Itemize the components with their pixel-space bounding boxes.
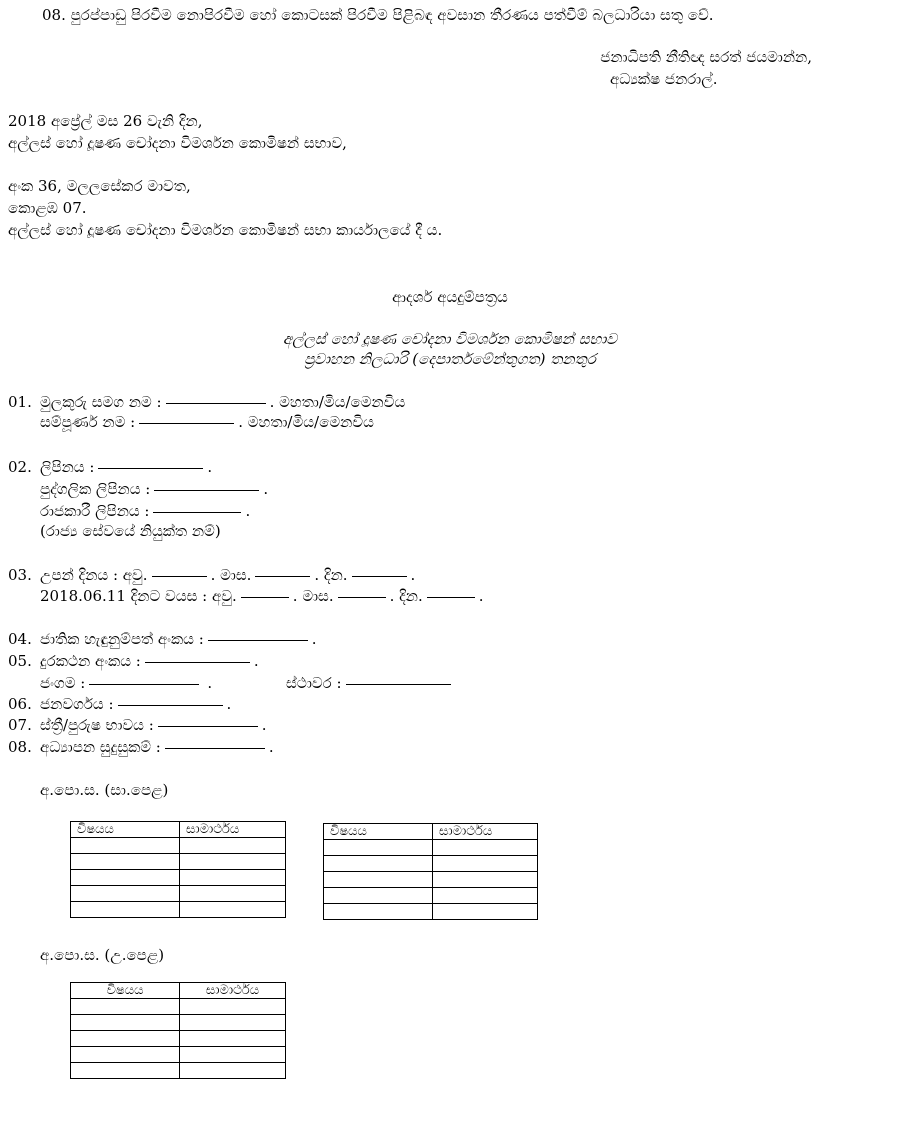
- table-row: [324, 888, 538, 904]
- age-row: 2018.06.11 දිනට වයස : අවු. . මාස. . දින. .: [40, 587, 484, 605]
- full-name-label: සම්පූර්ණ නම :: [40, 413, 136, 431]
- col-pass: සාමාර්ථය: [433, 824, 538, 840]
- ethnicity-row: ජනවර්ගය : .: [40, 695, 232, 713]
- age-months-blank[interactable]: [338, 596, 386, 598]
- personal-address-blank[interactable]: [154, 489, 259, 491]
- initials-name-label: මුලකුරු සමග නම :: [40, 393, 162, 411]
- address-label: ලිපිනය :: [40, 458, 95, 476]
- col-subject: විෂයය: [71, 983, 180, 999]
- age-days-blank[interactable]: [427, 596, 475, 598]
- signatory-name: ජනාධිපති නීතිඥ සරත් ජයමාන්න,: [600, 48, 812, 66]
- gender-label: ස්ත්‍රී/පුරුෂ භාවය :: [40, 716, 154, 734]
- ol-results-table-1: [70, 821, 286, 918]
- table-row: [71, 902, 286, 918]
- item-number-05: 05.: [8, 652, 32, 670]
- table-header-row: [71, 983, 286, 999]
- nic-row: ජාතික හැඳුනුම්පත් අංකය : .: [40, 630, 317, 648]
- item-number-06: 06.: [8, 695, 32, 713]
- office-line: අල්ලස් හෝ දූෂණ චෝදනා විමර්ශන කොමිෂන් සභාව,: [8, 134, 347, 152]
- official-address-blank[interactable]: [153, 511, 241, 513]
- al-section-label: අ.පො.ස. (උ.පෙළ): [40, 946, 165, 964]
- form-subtitle-1: අල්ලස් හෝ දූෂණ චෝදනා විමර්ශන කොමිෂන් සභාව: [282, 330, 618, 348]
- phone-blank[interactable]: [145, 661, 250, 663]
- date-line: 2018 අප්‍රේල් මස 26 වැනි දින,: [8, 112, 203, 130]
- ethnicity-blank[interactable]: [118, 704, 223, 706]
- clause-08: 08. පුරප්පාඩු පිරවීම නොපිරවීම හෝ කොටසක් පිරවීම පිළිබඳ අවසාන තීරණය පත්වීම් බලධාරියා සතු වේ.: [42, 6, 714, 24]
- ol-section-label: අ.පො.ස. (සා.පෙළ): [40, 781, 169, 799]
- table-row: [324, 904, 538, 920]
- fixed-phone-row: [286, 674, 455, 692]
- education-blank[interactable]: [165, 747, 265, 749]
- phone-row: දුරකථන අංකය : .: [40, 652, 259, 670]
- table-row: [71, 1063, 286, 1079]
- form-subtitle-2: ප්‍රවාහන නිලධාරි (දෙපාර්තමේන්තුගත) තනතුර: [304, 350, 596, 368]
- item-number-07: 07.: [8, 716, 32, 734]
- gov-service-note: (රාජ්‍ය සේවයේ නියුක්ත නම්): [40, 522, 221, 540]
- table-row: [71, 870, 286, 886]
- title-options-1: . මහතා/මිය/මෙනවිය: [269, 393, 406, 411]
- table-row: [71, 1031, 286, 1047]
- gender-row: ස්ත්‍රී/පුරුෂ භාවය : .: [40, 716, 267, 734]
- mobile-row: ජංගම : .: [40, 674, 213, 692]
- table-row: [324, 872, 538, 888]
- table-row: [71, 1047, 286, 1063]
- col-pass: සාමාර්ථය: [180, 983, 286, 999]
- dob-days-blank[interactable]: [352, 575, 407, 577]
- official-address-label: රාජකාරී ලිපිනය :: [40, 502, 150, 520]
- col-subject: විෂයය: [324, 824, 433, 840]
- full-name-blank[interactable]: [139, 422, 234, 424]
- item-number-08: 08.: [8, 738, 32, 756]
- item-number-03: 03.: [8, 566, 32, 584]
- dob-months-blank[interactable]: [255, 575, 310, 577]
- table-row: [324, 840, 538, 856]
- table-row: [324, 856, 538, 872]
- table-row: [71, 854, 286, 870]
- official-address-row: රාජකාරී ලිපිනය : .: [40, 502, 251, 520]
- item-number-04: 04.: [8, 630, 32, 648]
- location-line: අල්ලස් හෝ දූෂණ චෝදනා විමර්ශන කොමිෂන් සභා කාර්යාලයේ දී ය.: [8, 221, 443, 239]
- col-pass: සාමාර්ථය: [180, 822, 286, 838]
- dob-label: උපන් දිනය : අවු.: [40, 566, 148, 584]
- initials-name-blank[interactable]: [166, 402, 266, 404]
- phone-label: දුරකථන අංකය :: [40, 652, 141, 670]
- title-options-2: . මහතා/මිය/මෙනවිය: [238, 413, 374, 431]
- address-row: ලිපිනය : .: [40, 458, 213, 476]
- age-years-blank[interactable]: [241, 596, 289, 598]
- form-title: ආදර්ශ අයදුම්පත්‍රය: [392, 288, 508, 306]
- fixed-phone-blank[interactable]: [346, 683, 451, 685]
- street-line: අංක 36, මලලසේකර මාවත,: [8, 177, 191, 195]
- nic-blank[interactable]: [208, 639, 308, 641]
- dob-row: උපන් දිනය : අවු. . මාස. . දින. .: [40, 566, 416, 584]
- mobile-label: ජංගම :: [40, 674, 86, 692]
- city-line: කොළඹ 07.: [8, 199, 87, 217]
- fixed-phone-label: ස්ථාවර :: [286, 674, 342, 692]
- initials-name-row: [40, 393, 405, 411]
- al-results-table: [70, 982, 286, 1079]
- dob-years-blank[interactable]: [152, 575, 207, 577]
- ol-results-table-2: [323, 823, 538, 920]
- age-label: 2018.06.11 දිනට වයස : අවු.: [40, 587, 237, 605]
- table-row: [71, 838, 286, 854]
- item-number-01: 01.: [8, 393, 32, 411]
- table-row: [71, 1015, 286, 1031]
- personal-address-row: පුද්ගලික ලිපිනය : .: [40, 480, 269, 498]
- nic-label: ජාතික හැඳුනුම්පත් අංකය :: [40, 630, 204, 648]
- table-header-row: [324, 824, 538, 840]
- mobile-blank[interactable]: [89, 683, 199, 685]
- item-number-02: 02.: [8, 458, 32, 476]
- table-row: [71, 999, 286, 1015]
- table-row: [71, 886, 286, 902]
- gender-blank[interactable]: [158, 725, 258, 727]
- col-subject: විෂයය: [71, 822, 180, 838]
- signatory-title: අධ්‍යක්ෂ ජනරාල්.: [610, 70, 718, 88]
- table-header-row: [71, 822, 286, 838]
- full-name-row: [40, 413, 374, 431]
- education-label: අධ්‍යාපන සුදුසුකම් :: [40, 738, 161, 756]
- ethnicity-label: ජනවර්ගය :: [40, 695, 114, 713]
- address-blank[interactable]: [98, 467, 203, 469]
- education-row: අධ්‍යාපන සුදුසුකම් : .: [40, 738, 274, 756]
- personal-address-label: පුද්ගලික ලිපිනය :: [40, 480, 151, 498]
